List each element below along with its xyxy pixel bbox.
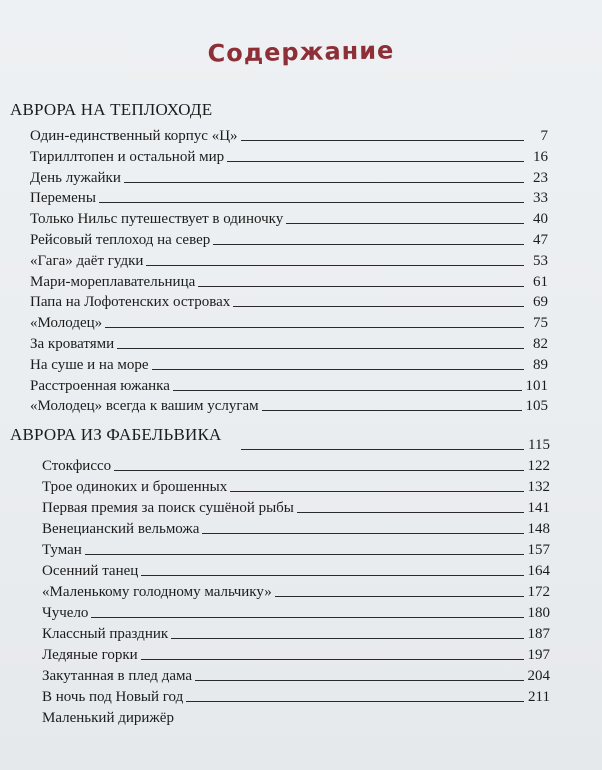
toc-entry-page: 101 [525, 377, 548, 394]
toc-entry-page: 7 [540, 128, 548, 144]
dot-leader [173, 389, 522, 391]
toc-entry [30, 310, 548, 332]
toc-entry-page: 23 [533, 169, 548, 186]
toc-entry-page: 89 [533, 356, 548, 373]
toc-entry-page: 197 [527, 647, 550, 663]
toc-entry-page: 164 [527, 563, 550, 579]
toc-entry-page: 122 [527, 458, 550, 474]
toc-entry [30, 185, 548, 207]
toc-entry-title: «Молодец» всегда к вашим услугам [30, 398, 259, 415]
toc-entry-title: Ледяные горки [42, 647, 138, 663]
toc-entry-title: Венецианский вельможа [42, 521, 200, 537]
toc-entry [42, 495, 550, 517]
toc-entry-title: Расстроенная южанка [30, 377, 170, 394]
dot-leader [186, 700, 524, 702]
toc-entry [30, 165, 548, 187]
toc-entry-title: «Маленькому голодному мальчику» [42, 584, 272, 600]
toc-entry [42, 642, 550, 664]
toc-entry [30, 331, 548, 353]
toc-entry-title: Тириллтопен и остальной мир [30, 148, 225, 165]
dot-leader [152, 368, 524, 370]
section-heading: АВРОРА НА ТЕПЛОХОДЕ [10, 100, 213, 119]
toc-entry-page: 204 [527, 668, 550, 684]
dot-leader [198, 285, 524, 287]
toc-entry-page: 61 [533, 273, 548, 290]
toc-entry [42, 705, 550, 727]
dot-leader [195, 679, 523, 681]
toc-entry-title: Один-единственный корпус «Ц» [30, 128, 238, 144]
toc-entry-page: 47 [533, 232, 548, 248]
toc-entry [30, 248, 548, 270]
toc-entry-title: Первая премия за поиск сушёной рыбы [42, 500, 294, 516]
dot-leader [146, 264, 524, 266]
toc-entry-title: День лужайки [30, 169, 121, 186]
dot-leader [99, 201, 524, 203]
toc-entry [30, 144, 548, 166]
toc-entry [42, 684, 550, 706]
toc-entry-title: В ночь под Новый год [42, 689, 184, 705]
toc-entry-title: Рейсовый теплоход на север [30, 232, 211, 248]
toc-entry-title: Перемены [30, 190, 96, 207]
toc-entry-title: Осенний танец [42, 563, 139, 579]
toc-entry-title: Трое одиноких и брошенных [42, 479, 228, 495]
toc-entry-page: 75 [533, 315, 548, 332]
toc-entry-title: «Гага» даёт гудки [30, 252, 144, 269]
toc-entry [42, 474, 550, 496]
toc-entry-title: Туман [42, 542, 82, 558]
dot-leader [105, 326, 524, 328]
toc-entry [42, 558, 550, 580]
toc-entry [42, 663, 550, 685]
toc-entry-title: Маленький дирижёр [42, 710, 174, 726]
toc-entry [42, 600, 550, 622]
toc-entry-title: Мари-мореплавательница [30, 273, 196, 290]
dot-leader [241, 448, 524, 450]
toc-entry-title: Классный праздник [42, 626, 169, 642]
dot-leader [213, 243, 524, 245]
dot-leader [202, 532, 523, 534]
toc-entry-page: 157 [527, 542, 550, 558]
dot-leader [262, 409, 522, 411]
toc-entry-page: 33 [533, 190, 548, 207]
toc-entry-page: 132 [527, 479, 550, 495]
dot-leader [230, 490, 523, 492]
toc-entry-title: Закутанная в плед дама [42, 668, 193, 684]
toc-entry [42, 579, 550, 601]
toc-entry-page: 40 [533, 211, 548, 228]
dot-leader [141, 658, 524, 660]
toc-entry [30, 289, 548, 311]
page-title: Содержание [207, 36, 395, 68]
toc-entry [42, 453, 550, 475]
toc-entry-page: 69 [533, 294, 548, 311]
toc-entry-title: На суше и на море [30, 356, 149, 373]
toc-entry [30, 123, 548, 145]
toc-entry-page: 211 [528, 689, 550, 705]
toc-entry [30, 393, 548, 415]
toc-entry [30, 373, 548, 395]
toc-entry [42, 537, 550, 559]
dot-leader [227, 160, 524, 162]
section-heading: АВРОРА ИЗ ФАБЕЛЬВИКА [10, 425, 222, 444]
toc-entry [30, 227, 548, 249]
toc-entry-page: 115 [528, 437, 550, 453]
toc-entry [30, 206, 548, 228]
dot-leader [233, 305, 524, 307]
toc-entry-page: 105 [525, 398, 548, 415]
dot-leader [117, 347, 524, 349]
toc-entry-title: Стокфиссо [42, 458, 112, 474]
dot-leader [91, 616, 523, 618]
toc-entry-page: 16 [533, 148, 548, 165]
dot-leader [141, 574, 523, 576]
dot-leader [114, 469, 523, 471]
toc-entry-page: 141 [527, 500, 550, 516]
toc-entry-page: 148 [527, 521, 550, 537]
dot-leader [241, 139, 524, 141]
dot-leader [297, 511, 524, 513]
toc-entry-title: Чучело [42, 605, 89, 621]
toc-entry-page: 172 [527, 584, 550, 600]
dot-leader [124, 181, 524, 183]
toc-entry-page: 82 [533, 336, 548, 352]
toc-entry-title: Папа на Лофотенских островах [30, 294, 231, 311]
toc-entry [42, 516, 550, 538]
toc-entry [30, 269, 548, 291]
dot-leader [171, 637, 523, 639]
toc-entry [42, 621, 550, 643]
toc-entry-title: Только Нильс путешествует в одиночку [30, 211, 284, 228]
toc-entry-page: 180 [527, 605, 550, 621]
toc-entry [238, 432, 550, 454]
dot-leader [286, 222, 524, 224]
toc-entry-page: 187 [527, 626, 550, 642]
dot-leader [275, 595, 524, 597]
toc-entry-title: За кроватями [30, 336, 115, 352]
toc-entry-page: 53 [533, 252, 548, 269]
toc-entry [30, 352, 548, 374]
toc-entry-title: «Молодец» [30, 315, 103, 332]
dot-leader [85, 553, 524, 555]
